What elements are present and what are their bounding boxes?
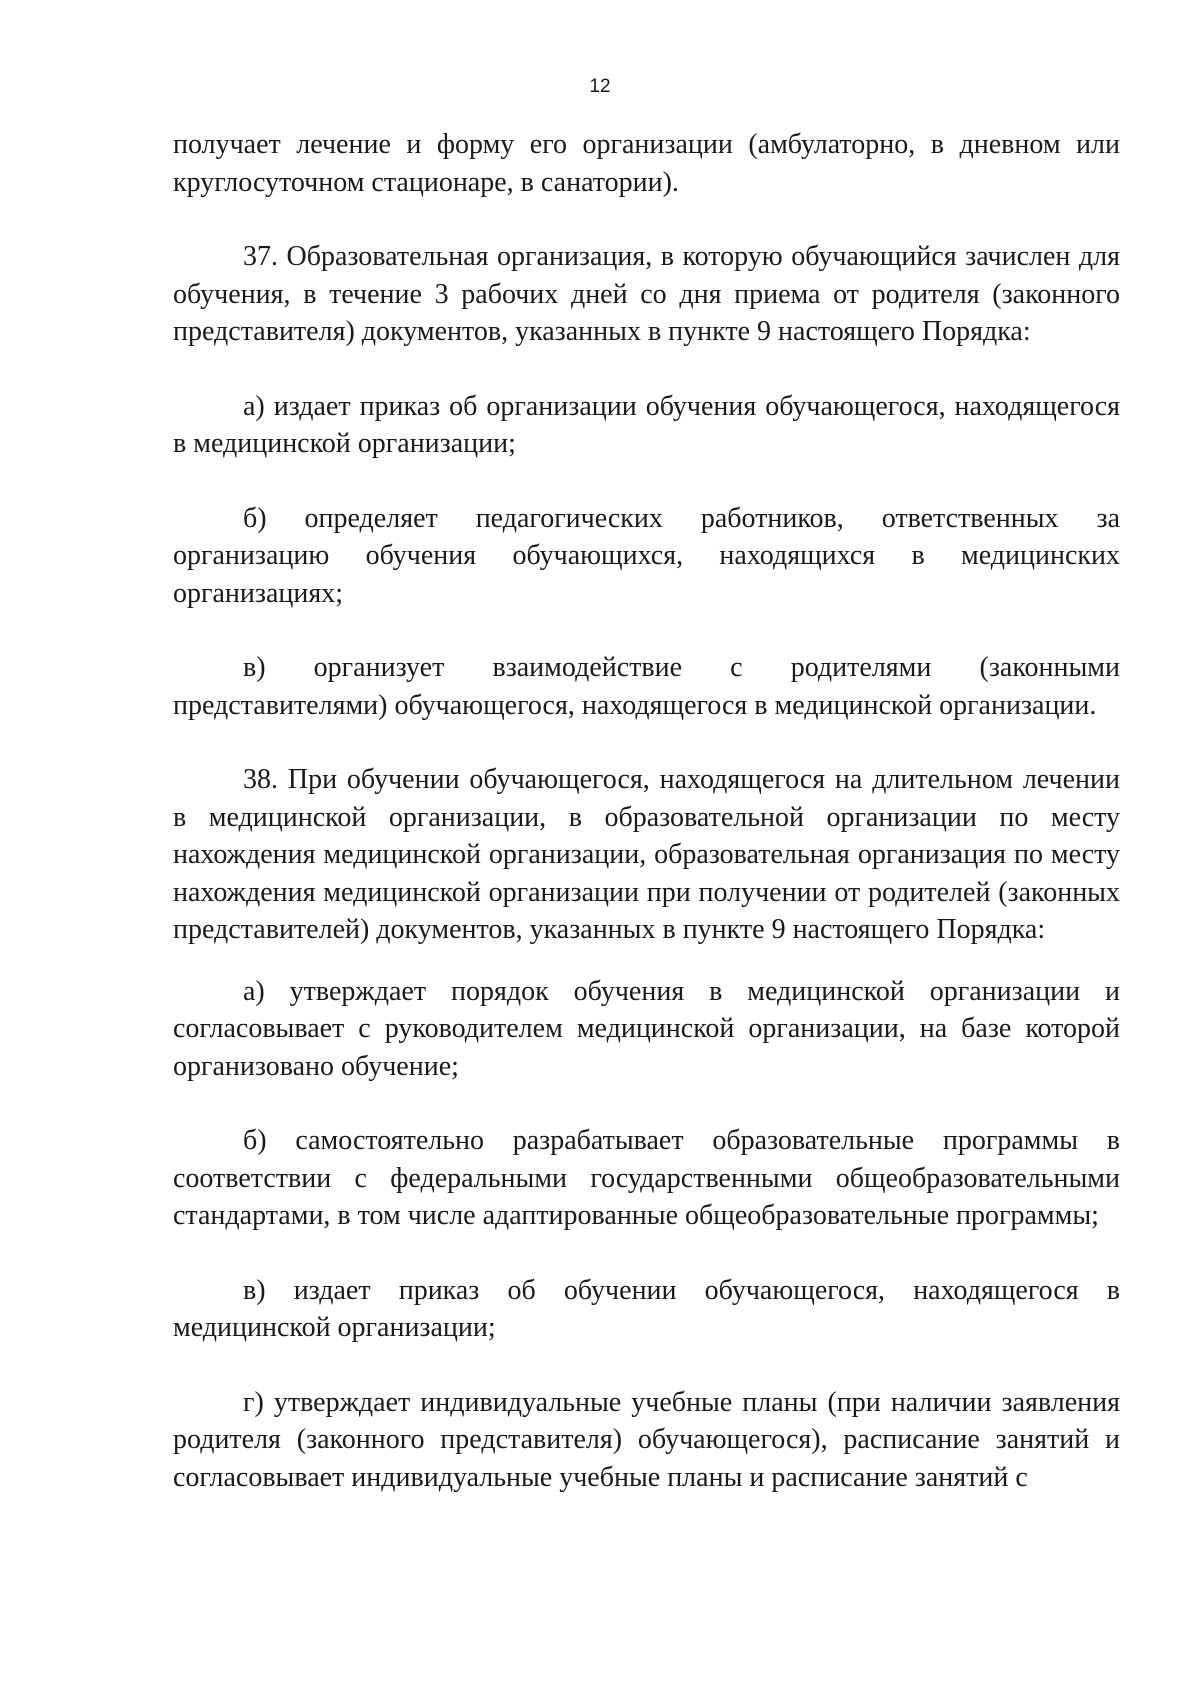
- page-number: 12: [589, 76, 611, 97]
- paragraph-38-d: г) утверждает индивидуальные учебные планы (при наличии заявления родителя (законного представителя) обучающегося), расписание занятий и согласовывает индивидуальные учебные планы и расписание занятий с: [173, 1386, 1120, 1493]
- paragraph-37-c: в) организует взаимодействие с родителями (законными представителями) обучающегося, находящегося в медицинской организации.: [173, 652, 1120, 721]
- paragraph-continuation: получает лечение и форму его организации (амбулаторно, в дневном или круглосуточном стационаре, в санатории).: [173, 129, 1120, 198]
- paragraph-38-b: б) самостоятельно разрабатывает образовательные программы в соответствии с федеральными государственными общеобразовательными стандартами, в том числе адаптированные общеобразовательные программы;: [173, 1125, 1120, 1231]
- paragraph-37: 37. Образовательная организация, в которую обучающийся зачислен для обучения, в течение 3 рабочих дней со дня приема от родителя (законного представителя) документов, указанных в пункте 9 настоящего Порядка:: [173, 241, 1120, 347]
- document-body: [173, 126, 1120, 1496]
- paragraph-38-c: в) издает приказ об обучении обучающегося, находящегося в медицинской организации;: [173, 1274, 1120, 1343]
- paragraph-38: 38. При обучении обучающегося, находящегося на длительном лечении в медицинской организации, в образовательной организации по месту нахождения медицинской организации, образовательная организация по месту нахождения медицинской организации при получении от родителей (законных представителей) документов, указанных в пункте 9 настоящего Порядка:: [173, 764, 1120, 945]
- paragraph-37-b: б) определяет педагогических работников, ответственных за организацию обучения обучающихся, находящихся в медицинских организациях;: [173, 502, 1120, 609]
- paragraph-37-a: а) издает приказ об организации обучения обучающегося, находящегося в медицинской организации;: [173, 390, 1120, 459]
- paragraph-38-a: а) утверждает порядок обучения в медицинской организации и согласовывает с руководителем медицинской организации, на базе которой организовано обучение;: [173, 975, 1120, 1082]
